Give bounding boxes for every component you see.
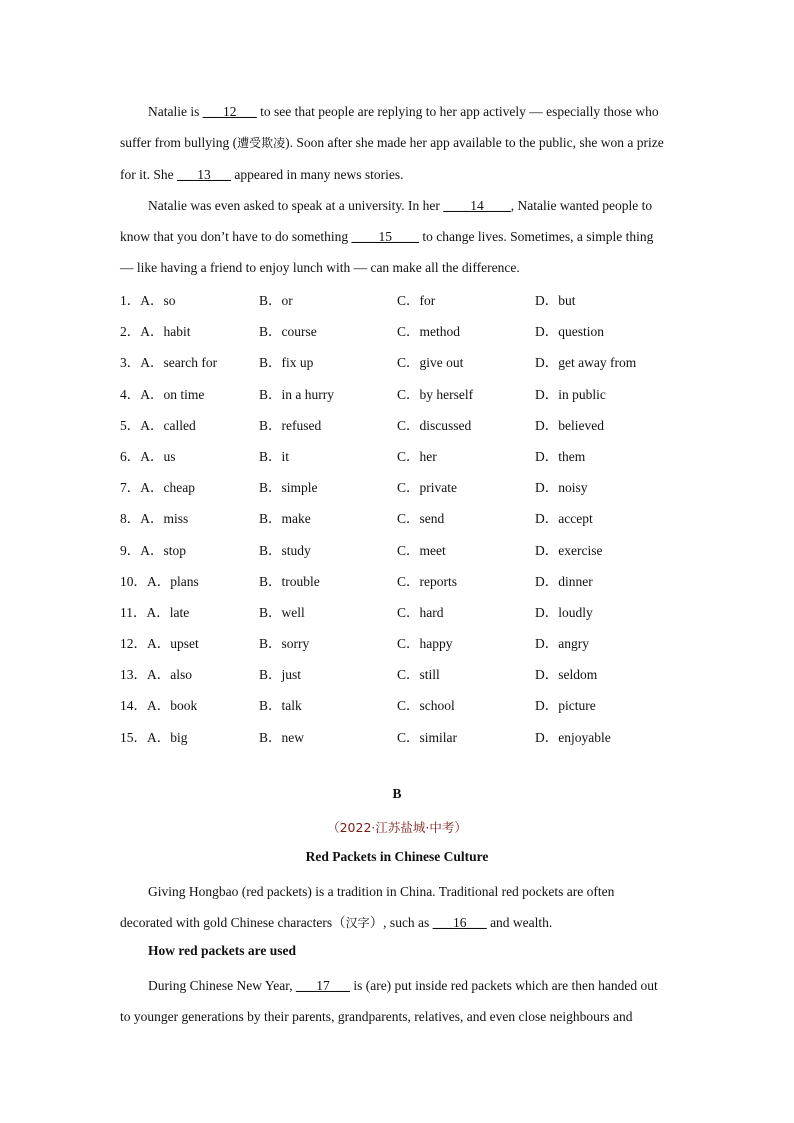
option-d[interactable]: D．question (535, 324, 604, 340)
option-d[interactable]: D．get away from (535, 355, 637, 371)
option-b[interactable]: B．make (259, 511, 311, 527)
option-a[interactable]: 13．A．also (120, 667, 192, 683)
option-d[interactable]: D．exercise (535, 542, 603, 558)
section-subheading: How red packets are used (148, 943, 296, 958)
option-b[interactable]: B．sorry (259, 636, 310, 652)
passage-title: Red Packets in Chinese Culture (305, 849, 489, 864)
option-c[interactable]: C．school (397, 698, 455, 714)
option-a[interactable]: 12．A．upset (120, 636, 199, 652)
passage-paragraph-1 (120, 96, 668, 190)
blank-13[interactable]: ___13___ (177, 167, 231, 182)
option-c[interactable]: C．her (397, 448, 437, 464)
blank-12[interactable]: ___12___ (202, 104, 257, 119)
blank-17[interactable]: ___17___ (295, 978, 350, 993)
option-a[interactable]: 7．A．cheap (120, 480, 195, 496)
option-row-5 (120, 410, 680, 441)
option-a[interactable]: 9．A．stop (120, 542, 187, 558)
option-b[interactable]: B．in a hurry (259, 386, 334, 402)
text: During Chinese New Year, (148, 978, 296, 993)
text: Natalie was even asked to speak at a university. In her (148, 198, 444, 213)
option-d[interactable]: D．enjoyable (535, 729, 611, 745)
option-row-9 (120, 535, 680, 566)
option-c[interactable]: C．by herself (397, 386, 474, 402)
text: , Natalie wanted people to know that you don’t have to do something (120, 198, 653, 244)
option-row-1 (120, 285, 680, 316)
option-d[interactable]: D．angry (535, 636, 589, 652)
blank-15[interactable]: ____15____ (351, 229, 419, 244)
option-c[interactable]: C．private (397, 480, 457, 496)
option-a[interactable]: 3．A．search for (120, 355, 218, 371)
option-c[interactable]: C．hard (397, 604, 444, 620)
passage-paragraph-2 (120, 190, 668, 283)
passage-b-paragraph-1 (120, 876, 668, 939)
option-c[interactable]: C．give out (397, 355, 464, 371)
option-a[interactable]: 10．A．plans (120, 573, 199, 589)
option-c[interactable]: C．discussed (397, 417, 472, 433)
option-row-11 (120, 597, 680, 628)
option-c[interactable]: C．meet (397, 542, 446, 558)
option-row-2 (120, 316, 680, 347)
option-b[interactable]: B．or (259, 293, 293, 308)
text: to change lives. Sometimes, a simple thing — like having a friend to enjoy lunch with — can make all the difference. (120, 229, 654, 275)
option-d[interactable]: D．loudly (535, 604, 593, 620)
exam-source (0, 818, 794, 836)
option-b[interactable]: B．just (259, 667, 302, 683)
option-row-15 (120, 722, 680, 753)
option-d[interactable]: D．them (535, 448, 586, 464)
option-a[interactable]: 1．A．so (120, 293, 176, 308)
option-c[interactable]: C．send (397, 511, 445, 527)
option-d[interactable]: D．seldom (535, 667, 598, 683)
text: Giving Hongbao (red packets) is a tradition in China. Traditional red pockets are often decorated with gold Chinese characters（ (120, 884, 615, 930)
option-row-7 (120, 472, 680, 503)
chinese-annotation: 汉字 (345, 916, 370, 930)
text: appeared in many news stories. (231, 167, 404, 182)
option-b[interactable]: B．new (259, 729, 304, 745)
option-d[interactable]: D．believed (535, 417, 604, 433)
answer-options (120, 285, 680, 753)
option-d[interactable]: D．picture (535, 698, 596, 714)
option-d[interactable]: D．accept (535, 511, 593, 527)
option-c[interactable]: C．happy (397, 636, 453, 652)
option-c[interactable]: C．method (397, 324, 460, 340)
option-b[interactable]: B．course (259, 324, 317, 340)
option-row-12 (120, 628, 680, 659)
option-d[interactable]: D．noisy (535, 480, 588, 496)
option-row-8 (120, 503, 680, 534)
option-a[interactable]: 14．A．book (120, 698, 198, 714)
option-c[interactable]: C．similar (397, 729, 457, 745)
option-a[interactable]: 5．A．called (120, 417, 196, 433)
option-a[interactable]: 4．A．on time (120, 386, 205, 402)
text: ）, such as (369, 915, 433, 930)
text: and wealth. (486, 915, 553, 930)
option-b[interactable]: B．well (259, 604, 305, 620)
passage-b-paragraph-2 (120, 970, 668, 1032)
option-a[interactable]: 8．A．miss (120, 511, 189, 527)
text: to see that people are replying to her app actively — especially those who suffer from bullying ( (120, 104, 659, 150)
option-row-10 (120, 566, 680, 597)
option-c[interactable]: C．reports (397, 573, 457, 589)
option-row-3 (120, 347, 680, 378)
blank-14[interactable]: ____14____ (443, 198, 511, 213)
option-row-13 (120, 659, 680, 690)
option-d[interactable]: D．in public (535, 386, 606, 402)
option-d[interactable]: D．dinner (535, 573, 593, 589)
option-b[interactable]: B．fix up (259, 355, 314, 371)
option-d[interactable]: D．but (535, 293, 576, 308)
option-a[interactable]: 11．A．late (120, 604, 190, 620)
option-b[interactable]: B．trouble (259, 573, 320, 589)
option-b[interactable]: B．study (259, 542, 311, 558)
option-a[interactable]: 6．A．us (120, 448, 176, 464)
option-row-6 (120, 441, 680, 472)
option-row-14 (120, 690, 680, 721)
option-a[interactable]: 2．A．habit (120, 324, 191, 340)
blank-16[interactable]: ___16___ (432, 915, 487, 930)
option-a[interactable]: 15．A．big (120, 729, 188, 745)
section-letter: B (392, 786, 402, 801)
option-c[interactable]: C．still (397, 667, 440, 683)
text: ). Soon after she made her app available to the public, she won a prize for it. She (120, 135, 664, 182)
chinese-annotation: 遭受欺凌 (237, 136, 286, 150)
option-c[interactable]: C．for (397, 293, 436, 308)
option-b[interactable]: B．refused (259, 417, 322, 433)
option-b[interactable]: B．simple (259, 480, 318, 496)
source-text: （2022·江苏盐城·中考） (327, 820, 467, 835)
option-b[interactable]: B．it (259, 448, 290, 464)
option-b[interactable]: B．talk (259, 698, 302, 714)
option-row-4 (120, 379, 680, 410)
text: is (are) put inside red packets which are then handed out to younger generations by their parents, grandparents, relatives, and even close neighbours and (120, 978, 658, 1024)
text: Natalie is (148, 104, 203, 119)
